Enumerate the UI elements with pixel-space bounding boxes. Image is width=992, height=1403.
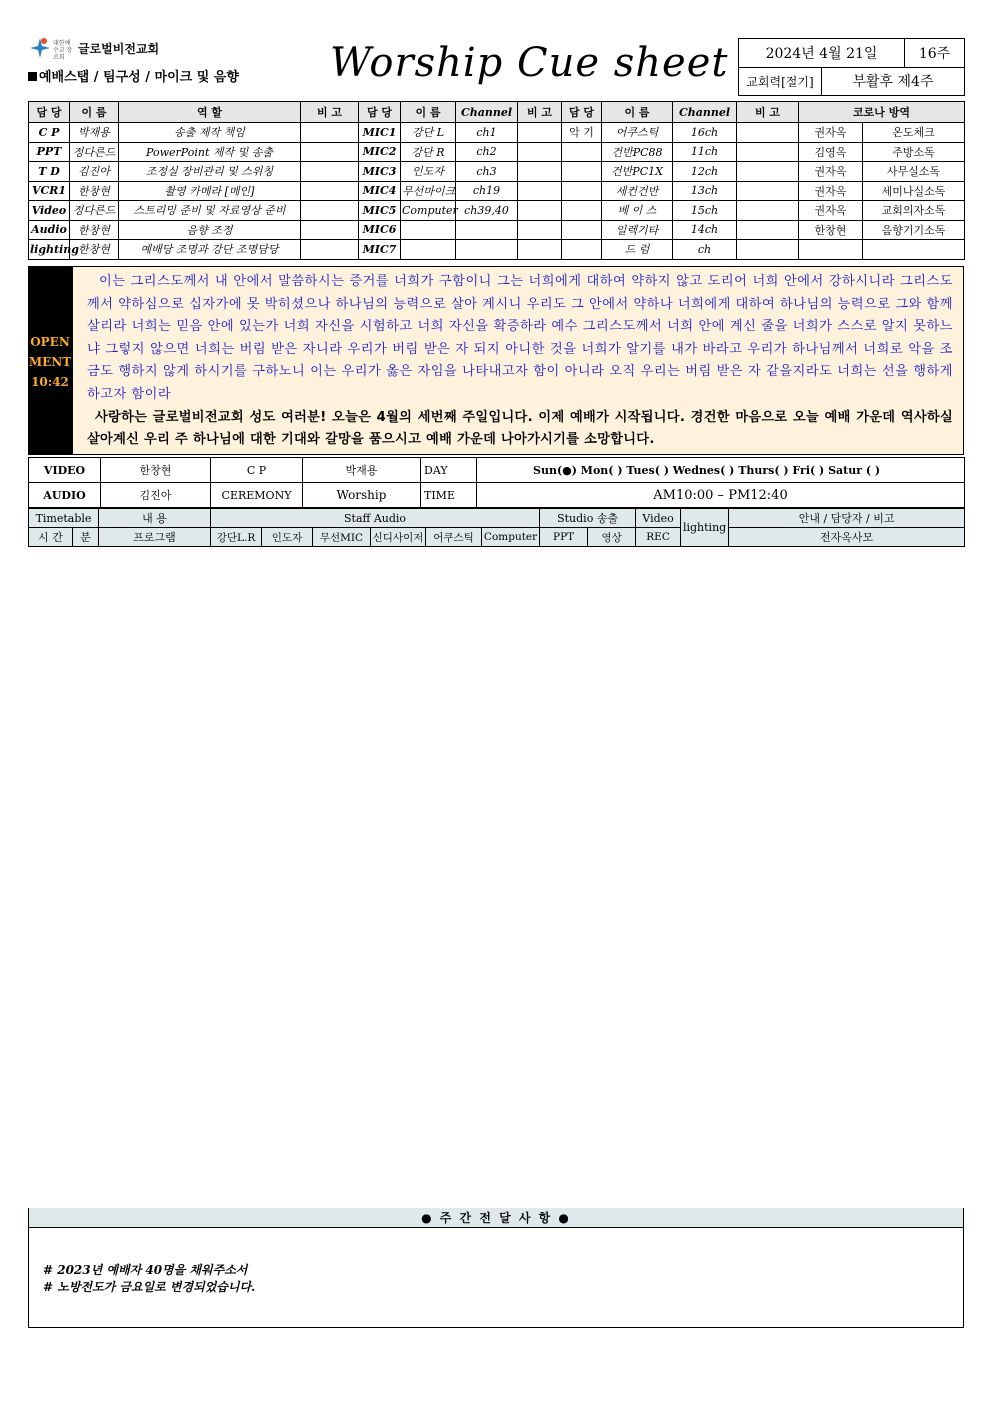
staff-row xyxy=(29,181,965,201)
logo-name: 글로벌비전교회 xyxy=(78,42,160,56)
channel-header: PPT xyxy=(540,528,588,547)
timetable-header: Timetable xyxy=(29,509,99,528)
staff-cell: 사무실소독 xyxy=(863,162,965,182)
staff-cell: MIC3 xyxy=(359,162,401,182)
channel-header: 신디사이저 xyxy=(371,528,426,547)
staff-cell xyxy=(562,142,602,162)
staff-cell: PowerPoint 제작 및 송출 xyxy=(119,142,301,162)
staff-cell: ch3 xyxy=(456,162,518,182)
staff-cell: 건반PC1X xyxy=(602,162,673,182)
staff-cell xyxy=(799,240,863,260)
staff-cell: 어쿠스틱 xyxy=(602,123,673,143)
staff-cell xyxy=(401,240,456,260)
staff-cell xyxy=(518,142,562,162)
audio-label: AUDIO xyxy=(29,483,101,508)
min-header: 분 xyxy=(73,528,99,547)
staff-cell: 세컨건반 xyxy=(602,181,673,201)
header-subtitle: 예배스탭 / 팀구성 / 마이크 및 음향 xyxy=(28,66,239,85)
weekly-line-1: # 2023년 예배자 40명을 채워주소서 xyxy=(43,1263,248,1277)
staff-cell: ch xyxy=(673,240,737,260)
staff-cell: 베 이 스 xyxy=(602,201,673,221)
weekly-line-2: # 노방전도가 금요일로 변경되었습니다. xyxy=(43,1280,256,1294)
staff-cell: 13ch xyxy=(673,181,737,201)
calendar-label: 교회력[절기] xyxy=(739,67,822,96)
staff-cell: 송출 제작 책임 xyxy=(119,123,301,143)
ceremony-label: CEREMONY xyxy=(211,483,303,508)
staff-cell: MIC2 xyxy=(359,142,401,162)
staff-cell: 한창현 xyxy=(70,220,119,240)
staff-header-cell: Channel xyxy=(456,102,518,123)
logo-small-text: 대한예수교 장로회 xyxy=(53,40,73,61)
staff-row xyxy=(29,220,965,240)
staff-cell: Audio xyxy=(29,220,70,240)
staff-header-cell: 비 고 xyxy=(301,102,359,123)
staff-cell: 정다른드 xyxy=(70,142,119,162)
staff-cell: 건반PC88 xyxy=(602,142,673,162)
staff-cell: 김진아 xyxy=(70,162,119,182)
staff-cell: 강단 R xyxy=(401,142,456,162)
staff-cell: ch19 xyxy=(456,181,518,201)
staff-cell: MIC7 xyxy=(359,240,401,260)
staff-cell: 권자옥 xyxy=(799,123,863,143)
staff-cell: ch39,40 xyxy=(456,201,518,221)
staff-cell xyxy=(301,240,359,260)
video-header: Video xyxy=(636,509,681,528)
staff-cell: MIC6 xyxy=(359,220,401,240)
staff-cell xyxy=(301,162,359,182)
staff-row xyxy=(29,142,965,162)
staff-cell xyxy=(456,220,518,240)
staff-cell xyxy=(401,220,456,240)
time-header: 시 간 xyxy=(29,528,73,547)
video-name: 한창현 xyxy=(101,458,211,483)
page-title: Worship Cue sheet xyxy=(330,40,729,86)
staff-cell: 촬영 카메라 [메인] xyxy=(119,181,301,201)
studio-header: Studio 송출 xyxy=(540,509,636,528)
staff-cell xyxy=(518,123,562,143)
staff-cell: 한창현 xyxy=(70,240,119,260)
staff-header-cell: 이 름 xyxy=(70,102,119,123)
staff-cell: MIC1 xyxy=(359,123,401,143)
staff-header-cell: 이 름 xyxy=(602,102,673,123)
staff-cell: Computer xyxy=(401,201,456,221)
staff-cell xyxy=(737,123,799,143)
staff-cell: 온도체크 xyxy=(863,123,965,143)
staff-cell: 일렉기타 xyxy=(602,220,673,240)
staff-cell xyxy=(518,162,562,182)
lighting-header: lighting xyxy=(681,509,729,547)
staff-cell: 주방소독 xyxy=(863,142,965,162)
staff-cell: 한창현 xyxy=(70,181,119,201)
staff-header-cell: Channel xyxy=(673,102,737,123)
staff-cell: 12ch xyxy=(673,162,737,182)
staff-cell: MIC5 xyxy=(359,201,401,221)
channel-header: 영상 xyxy=(588,528,636,547)
staff-cell xyxy=(562,201,602,221)
staff-cell: 14ch xyxy=(673,220,737,240)
service-date: 2024년 4월 21일 xyxy=(739,39,905,68)
week-number: 16주 xyxy=(905,39,965,68)
staff-row xyxy=(29,240,965,260)
guide-sub-header: 전자옥사모 xyxy=(729,528,965,547)
staff-cell: 세미나실소독 xyxy=(863,181,965,201)
staff-header-cell: 코로나 방역 xyxy=(799,102,965,123)
staff-cell: 음향기기소독 xyxy=(863,220,965,240)
staff-cell: 김영옥 xyxy=(799,142,863,162)
staff-cell xyxy=(518,220,562,240)
staff-header-cell: 담 당 xyxy=(29,102,70,123)
staff-cell: 인도자 xyxy=(401,162,456,182)
cp-label: C P xyxy=(211,458,303,483)
staff-cell xyxy=(737,240,799,260)
opening-announce: 사랑하는 글로벌비전교회 성도 여러분! 오늘은 4월의 세번째 주일입니다. 이제 예배가 시작됩니다. 경건한 마음으로 오늘 예배 가운데 역사하실 살아계신 우리 주 하나님에 대한 기대와 갈망을 품으시고 예배 가운데 나아가시기를 소망합니다. xyxy=(87,409,953,447)
staff-header-cell: 담 당 xyxy=(562,102,602,123)
staff-cell: 악 기 xyxy=(562,123,602,143)
staff-cell xyxy=(737,142,799,162)
staff-cell xyxy=(737,181,799,201)
staff-cell xyxy=(518,240,562,260)
weekly-title: ● 주 간 전 달 사 항 ● xyxy=(29,1208,963,1228)
staff-cell: 교회의자소독 xyxy=(863,201,965,221)
staff-cell xyxy=(456,240,518,260)
staff-header-cell: 역 할 xyxy=(119,102,301,123)
staff-cell: 스트리밍 준비 및 자료영상 준비 xyxy=(119,201,301,221)
program-header: 프로그램 xyxy=(99,528,211,547)
audio-name: 김진아 xyxy=(101,483,211,508)
staff-cell: 권자옥 xyxy=(799,201,863,221)
staff-header-cell: 담 당 xyxy=(359,102,401,123)
channel-header: 어쿠스틱 xyxy=(426,528,482,547)
staff-row xyxy=(29,201,965,221)
church-logo xyxy=(30,36,180,62)
channel-header: 인도자 xyxy=(262,528,313,547)
channel-header: 무선MIC xyxy=(313,528,371,547)
day-label: DAY xyxy=(421,458,477,483)
staff-cell: 11ch xyxy=(673,142,737,162)
square-icon xyxy=(28,72,37,81)
cp-name: 박재용 xyxy=(303,458,421,483)
staff-header-cell: 이 름 xyxy=(401,102,456,123)
staff-cell: 예배당 조명과 강단 조명담당 xyxy=(119,240,301,260)
staff-cell: 권자옥 xyxy=(799,162,863,182)
staff-cell: 정다른드 xyxy=(70,201,119,221)
staff-cell xyxy=(301,220,359,240)
staff-cell: T D xyxy=(29,162,70,182)
staff-cell: 드 럼 xyxy=(602,240,673,260)
staff-cell: VCR1 xyxy=(29,181,70,201)
time-label: TIME xyxy=(421,483,477,508)
opening-label: OPEN MENT 10:42 xyxy=(28,266,72,455)
opening-scripture: 이는 그리스도께서 내 안에서 말씀하시는 증거를 너희가 구함이니 그는 너희에게 대하여 약하지 않고 도리어 너희 안에서 강하시니라 그리스도께서 약하심으로 십자가에 못 박히셨으나 하나님의 능력으로 살아 계시니 우리도 그 안에서 약하나 너희에게 대하여 하나님의 능력으로 그와 함께 살리라 너희는 믿음 안에 있는가 너희 자신을 시험하고 너희 자신을 확증하라 예수 그리스도께서 너희 안에 계신 줄을 너희가 스스로 알지 못하느냐 그렇지 않으면 너희는 버림 받은 자니라 우리가 버림 받은 자 되지 아니한 것을 너희가 알기를 내가 바라고 우리가 하나님께서 너희로 악을 조금도 행하지 않게 하시기를 구하노니 이는 우리가 옳은 자임을 나타내고자 함이 아니라 오직 우리는 버림 받은 자 같을지라도 너희는 선을 행하게 하고자 함이라 xyxy=(87,274,953,402)
ceremony-value: Worship xyxy=(303,483,421,508)
staff-cell: 강단 L xyxy=(401,123,456,143)
logo-icon xyxy=(30,36,50,60)
staff-cell xyxy=(301,123,359,143)
staff-header-cell: 비 고 xyxy=(518,102,562,123)
staff-cell xyxy=(562,220,602,240)
info-table xyxy=(28,457,965,508)
staff-table xyxy=(28,101,965,260)
staff-cell xyxy=(301,181,359,201)
staff-cell: 권자옥 xyxy=(799,181,863,201)
time-value: AM10:00 – PM12:40 xyxy=(477,483,965,508)
staff-cell: 음향 조정 xyxy=(119,220,301,240)
staff-cell: ch1 xyxy=(456,123,518,143)
staff-cell: C P xyxy=(29,123,70,143)
video-label: VIDEO xyxy=(29,458,101,483)
days-select: Sun(●) Mon( ) Tues( ) Wednes( ) Thurs( ) Fri( ) Satur ( ) xyxy=(477,458,965,483)
weekly-notice-box xyxy=(28,1208,964,1328)
cue-table xyxy=(28,508,965,547)
staff-audio-header: Staff Audio xyxy=(211,509,540,528)
staff-cell xyxy=(562,240,602,260)
staff-cell xyxy=(737,220,799,240)
opening-text-box xyxy=(72,266,964,455)
calendar-value: 부활후 제4주 xyxy=(822,67,965,96)
staff-cell xyxy=(518,181,562,201)
staff-cell: Video xyxy=(29,201,70,221)
channel-header: REC xyxy=(636,528,681,547)
staff-cell xyxy=(518,201,562,221)
staff-cell xyxy=(301,201,359,221)
staff-cell: 15ch xyxy=(673,201,737,221)
staff-cell xyxy=(562,162,602,182)
staff-cell: 박재용 xyxy=(70,123,119,143)
staff-cell xyxy=(737,162,799,182)
staff-header-cell: 비 고 xyxy=(737,102,799,123)
staff-cell xyxy=(737,201,799,221)
guide-header: 안내 / 담당자 / 비고 xyxy=(729,509,965,528)
staff-cell: 무선마이크 xyxy=(401,181,456,201)
staff-cell: ch2 xyxy=(456,142,518,162)
staff-cell: PPT xyxy=(29,142,70,162)
date-table xyxy=(738,38,965,96)
staff-cell: 조정실 장비관리 및 스위칭 xyxy=(119,162,301,182)
content-header: 내 용 xyxy=(99,509,211,528)
staff-cell xyxy=(301,142,359,162)
staff-row xyxy=(29,123,965,143)
staff-row xyxy=(29,162,965,182)
staff-cell xyxy=(863,240,965,260)
staff-cell: 한창현 xyxy=(799,220,863,240)
channel-header: 강단L.R xyxy=(211,528,262,547)
staff-cell: 16ch xyxy=(673,123,737,143)
staff-cell: MIC4 xyxy=(359,181,401,201)
staff-cell: lighting xyxy=(29,240,70,260)
staff-cell xyxy=(562,181,602,201)
channel-header: Computer xyxy=(482,528,540,547)
